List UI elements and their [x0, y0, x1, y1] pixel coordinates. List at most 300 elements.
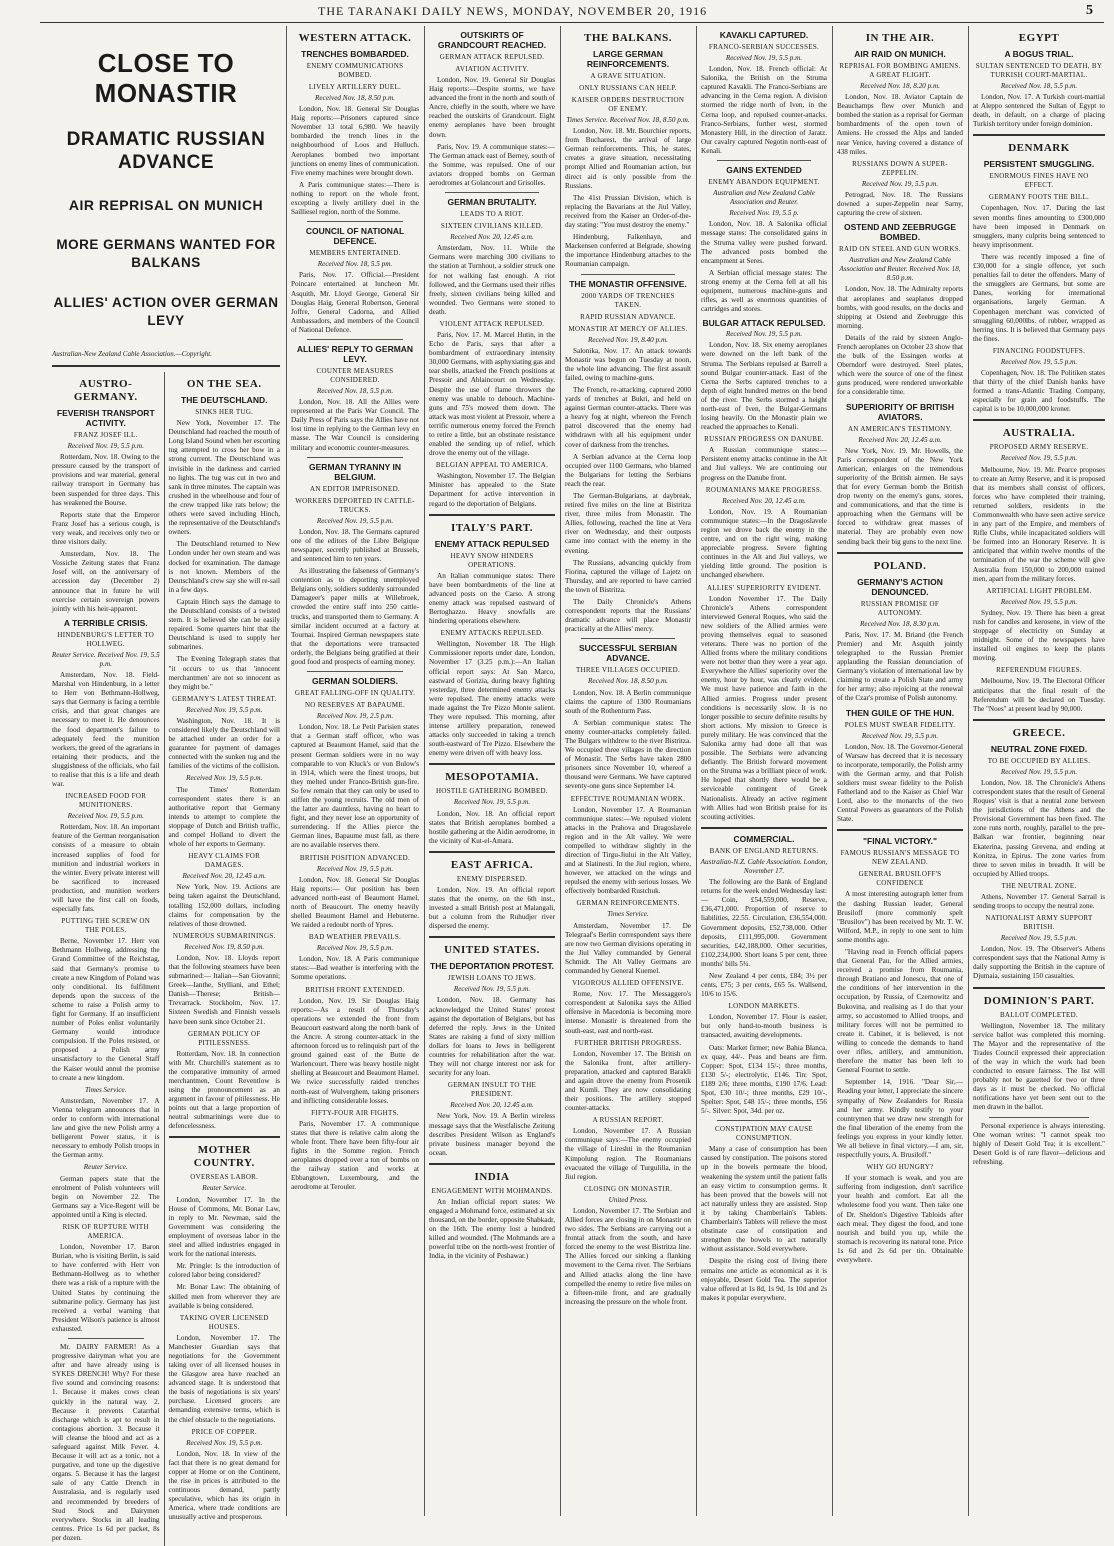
heading-rapid-advance: RAPID RUSSIAN ADVANCE. — [580, 312, 676, 321]
heading-neutral-zone: NEUTRAL ZONE FIXED. — [990, 743, 1088, 754]
heading-balkans: THE BALKANS. — [584, 32, 672, 44]
heading-ballot: BALLOT COMPLETED. — [999, 1010, 1079, 1019]
heading-kavakli: KAVAKLI CAPTURED. — [719, 30, 809, 40]
top-rule — [40, 22, 1104, 23]
heading-commercial: COMMERCIAL. — [733, 833, 795, 844]
paragraph: London, Nov. 19. General Sir Douglas Haig reports:—Despite storms, we have advanced the front in the north and south of Ancre, chiefly in the south, where we have reached the outskirts of Grandcourt. Eight enemy aeroplanes have been brought down. — [429, 76, 555, 139]
dateline: Reuter Service. — [202, 1184, 247, 1193]
heading-attacks-repulsed: ENEMY ATTACKS REPULSED. — [440, 629, 544, 638]
dateline: Received Nov. 19, 5.5 p.m. — [1000, 454, 1078, 463]
paragraph: Copenhagen, Nov. 17. During the last seven months fines amounting to £300,000 have been imposed in Denmark on smugglers, many culprits being sentenced to heavy imprisonment. — [973, 204, 1105, 249]
column-grandcourt — [424, 26, 559, 1516]
divider — [717, 1120, 811, 1121]
dateline: Times Service. — [84, 1085, 127, 1094]
heading-deutschland: THE DEUTSCHLAND. — [181, 395, 268, 406]
paragraph: A Serbian official message states: The strong enemy at the Cerna fell at all his equipment, numerous machine-guns and rifles, as well as enormous quantities of cartridges and stores. — [701, 268, 827, 314]
heading-three-villages: THREE VILLAGES OCCUPIED. — [575, 666, 681, 675]
heading-british-progress: FURTHER BRITISH PROGRESS. — [574, 1038, 682, 1047]
heading-italy: ITALY'S PART. — [450, 521, 534, 534]
divider — [429, 514, 555, 516]
dateline: Received Nov. 19, 5.5 p.m. — [861, 179, 939, 188]
heading-riot: LEADS TO A RIOT. — [460, 210, 524, 219]
heading-german-attack: GERMAN ATTACK REPULSED. — [439, 53, 545, 61]
paragraph: London, Nov. 18. Lloyds report that the following steamers have been submarined:— Italian—San Giovanni; Greek—Ianthe, Stylliani, and Ethel; Danish—Therese; British—Trevarrack. Stockholm, Nov. 17. Sixteen Swedish and Finnish vessels have been sunk since October 21. — [168, 953, 280, 1026]
dateline: Received Nov. 20, 12.45 a.m. — [858, 435, 942, 444]
paragraph: Amsterdam, Nov. 18. The Vossiche Zeitung states that Franz Josef will, on the anniversary of accession day (December 2) announce that in future he will exercise certain sovereign powers jointly with his heir-apparent. — [52, 550, 160, 613]
paragraph: Reports state that the Emperor Franz Josef has a serious cough, is very weak, and receives only two or three visitors daily. — [52, 510, 160, 547]
heading-terrible-crisis: A TERRIBLE CRISIS. — [63, 617, 148, 628]
heading-famous-russian: FAMOUS RUSSIAN'S MESSAGE TO NEW ZEALAND. — [840, 849, 960, 867]
heading-smuggling: PERSISTENT SMUGGLING. — [983, 159, 1095, 170]
divider — [307, 221, 403, 222]
paragraph: London, Nov. 18. A Paris communique states:—Bad weather is interfering with the Somme operations. — [291, 955, 419, 982]
heading-front-extended: BRITISH FRONT EXTENDED. — [305, 985, 405, 994]
paragraph: London, Nov. 18. General Sir Douglas Haig reports:— Our position has been advanced north-east of Beaumont Hamel, north of Beaucourt. The enemy heavily shelled Beaumont Hamel and Hebuterne. We raided a redoubt north of Ypres. — [291, 875, 419, 930]
heading-guile: THEN GUILE OF THE HUN. — [845, 707, 955, 718]
paragraph: Copenhagen, Nov. 18. The Politiken states that thirty of the chief Danish banks have formed a trans-Atlantic Trading Company, especially for grain and foodstuffs. The capital is to be 10,000,000 kroner. — [973, 368, 1105, 414]
masthead-title: THE TARANAKI DAILY NEWS, MONDAY, NOVEMBER 20, 1916 — [318, 4, 708, 18]
heading-fidelity: POLES MUST SWEAR FIDELITY. — [844, 720, 956, 729]
dateline: Received Nov. 20, 12.45 a.m. — [182, 872, 266, 881]
heading-franco-serbian: FRANCO-SERBIAN SUCCESSES. — [708, 43, 820, 51]
dateline: Received Nov. 19, 2.5 p.m. — [316, 712, 394, 721]
heading-in-the-air: IN THE AIR. — [865, 32, 935, 44]
heading-dominions-part: DOMINION'S PART. — [983, 994, 1095, 1007]
dateline: Received Nov. 18, 5.5 p.m. — [316, 386, 394, 395]
divider — [429, 851, 555, 853]
heading-jewish-loans: JEWISH LOANS TO JEWS. — [447, 974, 537, 983]
heading-air-fights: FIFTY-FOUR AIR FIGHTS. — [311, 1108, 399, 1117]
paragraph: Paris, Nov. 17. Official.—President Poincare entertained at luncheon Mr. Asquith, Mr. Lloyd George, General Sir Douglas Haig, General Robertson, General Joffre, General Cadorna, and Allied Ambassadors, and members of the Council of National Defence. — [291, 271, 419, 334]
heading-austro-germany: AUSTRO-GERMANY. — [73, 378, 138, 404]
heading-council-defence: COUNCIL OF NATIONAL DEFENCE. — [305, 226, 405, 247]
heading-price-copper: PRICE OF COPPER. — [191, 1427, 257, 1436]
paragraph: London, November 17. Baron Burian, who is visiting Berlin, is said to have conferred with Herr von Bethmann-Hollweg as to whether there was a risk of a rupture with the United States by continuing the submarine policy. Germany has just received a verbal warning that President Wilson's patience is almost exhausted. — [52, 1243, 160, 1333]
divider — [973, 719, 1105, 721]
paragraph: Berne, November 17. Herr von Bethmann Hollweg, addressing the Grand Committee of the Reichstag, said that Germany's promise to create a new Kingdom of Poland was only conditional. Its fulfilment depends upon the success of the scheme to raise a Polish army to fight for Germany. If an insufficient number of Poles enlist voluntarily Germany would introduce compulsion. If the Poles resisted, or proposed a Polish army unsatisfactory to the General Staff the Kaiser would annul the promise to create a new kingdom. — [52, 937, 160, 1082]
dateline: Received Nov. 19, 5.5 p.m. — [1000, 597, 1078, 606]
lead-subhead-russian: DRAMATIC RUSSIAN ADVANCE — [66, 129, 266, 173]
heading-india: INDIA — [474, 1170, 510, 1183]
dateline: Times Service. Received Nov. 18, 8.50 p.m. — [566, 116, 690, 124]
dateline: Received Nov. 19, 5.5 p.m. — [186, 1438, 263, 1447]
paragraph: London, Nov. 18. Six enemy aeroplanes were downed on the left bank of the Struma. The Serbians repulsed at Barrell a sound Bulgar counter-attack. East of the Cerna the Serbs captured trenches to a depth of eight hundred metres on the bend of the river. The Serbs stormed a height north-east of Iven, the Bulgar-Germans losing heavily. On the Monastir plain we reached the approaches to Kenali. — [701, 341, 827, 432]
heading-2000-yards: 2000 YARDS OF TRENCHES TAKEN. — [581, 291, 675, 309]
heading-franz-josef: FRANZ JOSEF ILL. — [73, 431, 138, 440]
heading-closing-monastir: CLOSING ON MONASTIR. — [583, 1184, 673, 1193]
heading-submarinings: NUMEROUS SUBMARININGS. — [172, 931, 276, 940]
paragraph: Rotterdam, Nov. 18. An important feature of the German reorganisation consists of a measure to obtain increased supplies of food for munition and industrial workers in the winter. Every private interest will be sacrificed to increased production, and munition workers will have the first call on foods, especially fats. — [52, 823, 160, 914]
dateline: Times Service. — [607, 910, 649, 919]
paragraph: Mr. Bonar Law: The obtaining of skilled men from wherever they are available is being considered. — [168, 1283, 280, 1310]
heading-artificial-light: ARTIFICIAL LIGHT PROBLEM. — [986, 586, 1092, 595]
heading-autonomy: RUSSIAN PROMISE OF AUTONOMY. — [860, 599, 940, 617]
paragraph: Amsterdam, November 17. A Vienna telegram announces that in order to conform with international law and give the new Polish army a belligerent Power status, it is necessary to embody Polish troops in the German army. — [52, 1096, 160, 1160]
divider — [307, 457, 403, 458]
paragraph: Athens, November 17. General Sarrail is sending troops to occupy the neutral zone. — [973, 892, 1105, 910]
paragraph: Mr. Pringle: Is the introduction of colored labor being considered? — [168, 1262, 280, 1280]
heading-bulgar-attack: BULGAR ATTACK REPULSED. — [702, 318, 826, 329]
heading-western-attack: WESTERN ATTACK. — [298, 32, 412, 44]
paragraph: London, November 17. In the House of Commons, Mr. Bonar Law, in reply to Mr. Newman, said the Government was considering the employment of overseas labor in the steel and allied industries engaged in work for the national interests. — [168, 1195, 280, 1259]
heading-constipation: CONSTIPATION MAY CAUSE CONSUMPTION. — [714, 1125, 813, 1143]
heading-overseas-labor: OVERSEAS LABOR. — [190, 1173, 259, 1182]
masthead — [0, 0, 1114, 20]
divider — [973, 419, 1105, 421]
heading-bogus-trial: A BOGUS TRIAL. — [1004, 49, 1074, 59]
heading-denounced: GERMANY'S ACTION DENOUNCED. — [857, 576, 943, 597]
paragraph: New York, Nov. 19. A Berlin wireless message says that the Westfalische Zeitung describes President Wilson as England's private business manager beyond the ocean. — [429, 1112, 555, 1157]
heading-quality: GREAT FALLING-OFF IN QUALITY. — [294, 689, 416, 698]
paragraph: New York, Nov. 19. Mr. Howells, the Paris correspondent of the New York American, enlarges on the tremendous superiority of the British airmen. He says that for every German bomb the British drop twenty on the enemy's guns, stores, and communications, and that the time is approaching when the Germans will be forced to withdraw great masses of material. They are probably even now sending back their big guns to the next line. — [837, 446, 963, 546]
heading-australia: AUSTRALIA. — [1002, 427, 1076, 440]
heading-monastir-offensive: THE MONASTIR OFFENSIVE. — [569, 278, 687, 289]
heading-only-russians: ONLY RUSSIANS CAN HELP. — [579, 84, 677, 92]
paragraph: London, November 17. The British on the Salonika front, after artillery-preparation, attacked and captured Barakli and again drove the enemy from Prosenik and Kumli. They are now consolidating their positions. The artillery stopped counter-attacks. — [565, 1049, 691, 1113]
heading-brusiloff: GENERAL BRUSILOFF'S CONFIDENCE — [858, 870, 942, 888]
paragraph: Paris, Nov. 17. M. Briand (the French Premier) and Mr. Asquith jointly telegraphed to the Russian Premier applauding the Russian denunciation of Germany's violation of international law by claiming to create a Polish State and army for her army; also rejoicing at the renewal of the Czar's promise of Polish autonomy. — [837, 630, 963, 703]
heading-dispersed: ENEMY DISPERSED. — [456, 874, 528, 883]
heading-denmark: DENMARK — [1008, 142, 1070, 155]
divider — [989, 1117, 1089, 1118]
paragraph: Melbourne, Nov. 19. The Electoral Officer anticipates that the final result of the Referendum will be declared on Tuesday. The "Noes" at present lead by 90,000. — [973, 677, 1105, 713]
paragraph: An Italian communique states: There have been bombardments of the line at advanced posts on the Carso. A strong enemy attack was repulsed eastward of Bertoghazzo. Heavy snowfalls are hindering operations elsewhere. — [429, 571, 555, 626]
heading-steel-works: RAID ON STEEL AND GUN WORKS. — [839, 245, 961, 254]
heading-reprisal: REPRISAL FOR BOMBING AMIENS. A GREAT FLIGHT. — [839, 62, 961, 79]
dateline: Received Nov. 19, 8.40 p.m. — [588, 335, 668, 344]
heading-roumanians-progress: ROUMANIANS MAKE PROGRESS. — [705, 485, 823, 494]
paragraph: Wellington, November 18. The military service ballot was completed this morning. The Mayor and the representative of the Trades Council expressed their appreciation of the way in which the work had been conducted to ensure fairness. The list will probably not be gazetted for two or three days as it must be checked. No official notifications have yet been sent out to the men drawn in the ballot. — [973, 1021, 1105, 1112]
paragraph: London, Nov. 19. Sir Douglas Haig reports:—As a result of Thursday's operations we extended the front from Beaucourt eastward along the north bank of the Ancre. A strong counter-attack in the afternoon forced us to relinquish part of the ground gained east of the Butte de Warlencourt. There was heavy hostile night shelling at Beaucourt and Beaumont Hamel. We twice successfully raided trenches north-east of Wulverghem, taking prisoners and inflicting considerable losses. — [291, 996, 419, 1105]
heading-hungry: WHY GO HUNGRY? — [866, 1163, 934, 1172]
heading-grave: A GRAVE SITUATION. — [590, 72, 666, 80]
dateline: Received Nov. 18, 8.20 p.m. — [860, 82, 940, 90]
dateline: Received Nov. 19, 8.50 p.m. — [184, 942, 265, 951]
heading-belgian-appeal: BELGIAN APPEAL TO AMERICA. — [435, 461, 549, 470]
heading-civilians-killed: SIXTEEN CIVILIANS KILLED. — [440, 222, 544, 231]
heading-greece: GREECE. — [1012, 726, 1066, 739]
divider — [68, 1338, 144, 1339]
dateline: Received Nov. 18, 5.5 pm. — [317, 260, 393, 269]
heading-on-the-sea: ON THE SEA. — [186, 378, 262, 391]
heading-insult: GERMAN INSULT TO THE PRESIDENT. — [447, 1081, 537, 1099]
paragraph: London, Nov. 18. Germany has acknowledged the United States' protest against the deportation of Belgians, but has deferred the reply. Jews in the United States are raising a fund of sixty million dollars for loans to Jews in belligerent countries for rehabilitation after the war. They will not charge interest nor ask for security for any loan. — [429, 996, 555, 1078]
paragraph: London, Nov. 18. The Germans captured one of the editors of the Libre Belgique newspaper, secretly published at Brussels, and sentenced him to ten years. — [291, 527, 419, 563]
dateline: Australian-N.Z. Cable Association. London, November 17. — [700, 857, 828, 875]
paragraph: A Paris communique states:—There is nothing to report on the whole front, excepting a lively artillery duel in the Sailliesel region, north of the Somme. — [291, 180, 419, 217]
heading-hostile-gathering: HOSTILE GATHERING BOMBED. — [436, 787, 548, 796]
paragraph: The Russians, advancing quickly from Fiorina, captured the village of Lajetz on Thursday, and are reported to have carried the town of Bistritza. — [565, 558, 691, 594]
divider — [307, 339, 403, 340]
heading-testimony: AN AMERICAN'S TESTIMONY. — [847, 424, 953, 433]
paragraph: Melbourne, Nov. 19. Mr. Pearce proposes to create an Army Reserve, and it is proposed that its members shall consist of officers, forces who have completed their training, returned soldiers, residents in the Commonwealth who have seen active service in any part of the Empire, and members of Rifle Clubs, while incapacitated soldiers will be formed into an Honorary Reserve. It is anticipated that within twelve months of the termination of the war the scheme will give Australia from 150,000 to 200,000 trained men, apart from the military forces. — [973, 465, 1105, 583]
dateline: Received Nov. 19, 5.5 p.m. — [186, 774, 263, 783]
paragraph: There was recently imposed a fine of £30,000 for a single offence, yet such penalties fail to deter the offenders. Many of the smugglers are Germans, but some are Danes, working for international organisations, largely German. A Copenhagen merchant was convicted of smuggling 60,000lbs. of rubber, wrapped as herring tins. It is believed that Germany pays the fines. — [973, 252, 1105, 343]
column-in-the-air — [832, 26, 967, 1516]
advertisement-desert-gold: Personal experience is always interesting. One woman writes: "I cannot speak too highly of Desert Gold Tea; it is excellent." Desert Gold is of rare flavor—delicious and refreshing. — [973, 1121, 1105, 1166]
on-the-sea-section — [164, 372, 284, 1546]
heading-kaiser-orders: KAISER ORDERS DESTRUCTION OF ENEMY. — [571, 96, 685, 113]
dateline: Received Nov. 18, 8.50 p.m. — [315, 94, 395, 102]
dateline: Reuter Service. — [83, 1163, 128, 1172]
paragraph: London, Nov. 18. The Chronicle's Athens correspondent states that the result of General Roques' visit is that a neutral zone between the jurisdictions of the Athens and the Provisional Government has been fixed. The zone runs north, roughly, parallel to the pre-Balkan war frontier, beginning near Ekaterina, passing Grevena, and ending at Konitza, in Epirus. The zone varies from three to seven miles in breadth. It will be occupied by Allied troops. — [973, 778, 1105, 878]
dateline: Reuter Service. Received Nov. 19, 5.5 p.m. — [51, 650, 160, 668]
paragraph: Rotterdam, Nov. 18. Owing to the pressure caused by the transport of provisions and war material, general railway transport in Germany has been suspended for three days. This has weakened the Bourse. — [52, 453, 160, 507]
paragraph: Rome, Nov. 17. The Messaggero's correspondent at Salonika says the Allied offensive in Macedonia is becoming more intense. Monastir is threatened from the south-east, east and north-east. — [565, 990, 691, 1035]
heading-mesopotamia: MESOPOTAMIA. — [445, 771, 539, 784]
divider — [581, 274, 675, 275]
heading-german-soldiers: GERMAN SOLDIERS. — [312, 676, 398, 687]
advertisement-tablets: Many a case of consumption has been caused by constipation. The poisons stored up in the bowels permeate the blood, weakening the system until the patient falls an easy victim to consumption germs. It has been proved that the bowels will not act naturally unless they are assisted. Stop it by taking Chamberlain's Tablets. Chamberlain's Tablets will relieve the most obstinate case of constipation and strengthen the bowels to act naturally without assistance. Sold everywhere. — [701, 1145, 827, 1254]
heading-enemy-repulsed: ENEMY ATTACK REPULSED — [434, 538, 550, 549]
divider — [429, 763, 555, 765]
dateline: Received Nov. 19, 5.5 p.m. — [316, 516, 394, 525]
heading-occupied-allies: TO BE OCCUPIED BY ALLIES. — [987, 756, 1091, 765]
lead-subhead-balkans: MORE GERMANS WANTED FOR BALKANS — [56, 237, 276, 270]
paragraph: An Indian official report states: We engaged a Mohmand force, estimated at six thousand, on the border, opposite Shabkadr, on the 16th. The enemy lost a hundred killed and wounded. (The Mohmands are a powerful tribe on the north-west frontier of India, in the vicinity of Peshawar.) — [429, 1197, 555, 1261]
heading-final-victory: "FINAL VICTORY." — [862, 836, 938, 847]
paragraph: German papers state that the enrolment of Polish volunteers will begin on November 22. The Germans say a Vice-Regent will be appointed until a King is elected. — [52, 1174, 160, 1219]
dateline: Received Nov. 20, 12.45 a.m. — [450, 1101, 534, 1110]
divider — [307, 671, 403, 672]
paragraph: A Serbian advance at the Cerna loop occupied over 1100 Germans, who blamed the Bulgarians for letting the Serbians reach the rear. — [565, 452, 691, 488]
lead-credit: Australian-New Zealand Cable Association.—Copyright. — [52, 350, 212, 358]
heading-sinks-tug: SINKS HER TUG. — [195, 408, 254, 417]
divider — [429, 936, 555, 938]
dateline: Received Nov. 19, 5.5 p.m. — [1000, 357, 1078, 366]
heading-mother-country: MOTHER COUNTRY. — [193, 1144, 255, 1170]
heading-rupture-america: RISK OF RUPTURE WITH AMERICA. — [62, 1223, 149, 1241]
heading-poland: POLAND. — [873, 559, 927, 572]
paragraph: The Times' Rotterdam correspondent states there is an authoritative report that Germany intends to attempt to complete the stoppage of Dutch and British traffic, and compel Holland to divert the whole of her exports to Germany. — [168, 785, 280, 849]
dateline: Received Nov. 18, 8.50 p.m. — [588, 677, 668, 686]
dateline: Received Nov. 19, 5.5 p.m. — [861, 731, 939, 740]
dateline: Received Nov. 19, 5.5 p.m. — [1000, 934, 1078, 943]
advertisement-tea: Despite the rising cost of living there remains one article as economical as it is enjoyable, Desert Gold Tea. The superior value offered at 1s 8d, 1s 9d, 1s 10d and 2s makes it popular everywhere. — [701, 1257, 827, 1302]
divider — [169, 1136, 280, 1138]
paragraph: London, Nov. 18. In view of the fact that there is no great demand for copper at Home or on the Continent, the rise in prices is attributed to the continuous demand, partly speculative, which has its origin in America, where trade conditions are unusually active and prosperous. — [168, 1449, 280, 1522]
divider — [973, 987, 1105, 989]
paragraph: September 14, 1916. "Dear Sir,—Reading your letter, I appreciate the sincere sympathy of New Zealanders for Russia and her army. Kindly testify to your countrymen that we draw new strength for the final liberation of the enemy from the feelings you express in your kindly letter. We all believe in final victory.—I am, sir, respectfully yours, A. Brusiloff." — [837, 1078, 963, 1160]
austro-germany-section — [48, 372, 164, 1546]
heading-fines: ENORMOUS FINES HAVE NO EFFECT. — [989, 172, 1089, 190]
paragraph: A Serbian communique states: The enemy counter-attacks completely failed. The Bulgars withdrew to the river Bistritza. We occupied three villages in the direction of Monastir. The Serbs have taken 2800 prisoners since November 10, whereof a thousand were Germans. We have captured seventy-one guns since September 14. — [565, 718, 691, 791]
advertisement-drench: Mr. DAIRY FARMER! As a progressive dairyman what you are after and have already using is SYKES DRENCH! Why? For these five sound and convincing reasons: 1. Because it makes cows clean quickly in the natural way. 2. Because it prevents Catarrhal discharge which is apt to result in contagious abortion. 3. Because it will cleanse the blood and act as a safeguard against Milk Fever. 4. Because it will act as a tonic, not a purgative, and tone up the digestive organs. 5. Because it has the largest sale of any Cattle Drench in Australasia, and is regularly used and recommended by breeders of Stud Stock and Dairymen everywhere. Stocks in all leading centres. Price 1s 6d per packet, 8s per dozen. — [52, 1342, 160, 1542]
heading-heavy-claims: HEAVY CLAIMS FOR DAMAGES. — [188, 852, 261, 870]
heading-allies-reply: ALLIES' REPLY TO GERMAN LEVY. — [296, 343, 414, 364]
dateline: Received Nov. 19, 5.5 p.m. — [316, 944, 394, 953]
heading-gains-extended: GAINS EXTENDED — [726, 165, 802, 176]
dateline: Received Nov. 19, 5.5 p.m. — [1000, 767, 1078, 776]
paragraph: London, Nov. 18. A Berlin communique claims the capture of 1300 Roumanians south of the Rothenturm Pass. — [565, 688, 691, 715]
paragraph: London, November 17. The Serbian and Allied forces are closing in on Monastir on two sides. The Serbians are carrying out a frontal attack from the south, and have forced the enemy to the west Bistritza line. The Allies forced our sinking a flanking movement to the Cerna river. The Serbians and Allied attacks along the line have compelled the enemy to retire five miles on a fifteen-mile front, and are gradually increasing the pressure on the whole front. — [565, 1206, 691, 1306]
heading-foots-bill: GERMANY FOOTS THE BILL. — [988, 193, 1090, 202]
heading-danube: RUSSIAN PROGRESS ON DANUBE. — [704, 435, 824, 444]
paragraph: Hindenburg, Falkenhayn, and Mackensen conferred at Belgrade, showing the importance Hindenburg attaches to the Roumanian campaign. — [565, 233, 691, 269]
divider — [717, 160, 811, 161]
paragraph: London, November 17. Flour is easier, but only hand-to-mouth business is transacted, awaiting developments. — [701, 1013, 827, 1040]
paragraph: Paris, Nov. 17. M. Marcel Hutin, in the Echo de Paris, says that after a bombardment of extraordinary intensity 30,000 Germans, with asphyxiating gas and tear shells, attacked the French positions at Pressoir and Ablaincourt on Wednesday. Despite the use of flame throwers the enemy was unable to debouch. Machine-guns and 75's mowed them down. The attack was most violent at Pressoir, where a terrific numerous enemy forced the French to retire a little, but an obstinate resistance enabled the sending up of relief, which drove the enemy out of the village. — [429, 330, 555, 458]
dateline: Received Nov. 19, 5.5 p.m. — [67, 812, 144, 821]
heading-grandcourt: OUTSKIRTS OF GRANDCOURT REACHED. — [437, 30, 547, 50]
paragraph: Captain Hinch says the damage to the Deutschland consists of a twisted stem. It is believed she can be easily repaired. Some quarters hint that the Deutschland is used to supply her submarines. — [168, 597, 280, 652]
heading-nationalist-army: NATIONALIST ARMY SUPPORT BRITISH. — [985, 914, 1093, 932]
paragraph: Rotterdam, Nov. 18. In connection with Mr. Churchill's statement as to the comparative immunity of armed merchantmen, Count Reventlow is using the pronouncement as an argument in favour of pitilessness. He points out that a large proportion of neutral submarinings were due to defencelessness. — [168, 1049, 280, 1131]
dateline: Received Nov. 19, 5.5 p.m. — [725, 330, 803, 339]
dateline: United Press. — [608, 1195, 648, 1204]
paragraph: London, Nov. 17. A Turkish court-martial at Aleppo sentenced the Sultan of Egypt to death, in default, on a charge of placing Turkish territory under foreign dominion. — [973, 93, 1105, 129]
divider — [701, 827, 827, 829]
dateline: Received Nov. 19, 5.5 p.m. — [453, 985, 531, 994]
heading-roumanian-work: EFFECTIVE ROUMANIAN WORK. — [570, 794, 686, 803]
dateline: Received Nov. 19, 5.5 p. — [729, 209, 799, 218]
heading-increased-food: INCREASED FOOD FOR MUNITIONERS. — [65, 792, 147, 810]
heading-superiority: ALLIES' SUPERIORITY EVIDENT. — [706, 583, 822, 592]
paragraph: New York, November 17. The Deutschland had reached the mouth of Long Island Sound when her escorting tug attempted to cross her bow in a strong current. The Deutschland was invisible in the darkness and carried no lights. The tug was cut in two and sank in three minutes. The captain was crushed in the wheelhouse and four of the crew trapped like rats below; the others were saved including Hinch, the representative of the Deutschland's owners. — [168, 419, 280, 537]
divider — [837, 552, 963, 554]
heading-violent-attack: VIOLENT ATTACK REPULSED. — [439, 319, 545, 328]
column-western-attack — [286, 26, 423, 1516]
paragraph: "Having read in French official papers that General Pau, for the Allied armies, received a promise from Roumania, through Bratiano and Jonescu, that one of the conditions of her intervention in the occupation, by Russia, of Czernowitz and Bukovina, and realising as I do that your army, so accustomed to Allied troops, and military forces will not be permitted to create it. Cabinet, it is believed, is not willing to concede the demands to hand over rifles, artillery, and ammunition, therefore the matter has been left to General Fournet to settle. — [837, 948, 963, 1075]
heading-east-africa: EAST AFRICA. — [450, 858, 534, 871]
lead-subhead-munich: AIR REPRISAL ON MUNICH — [68, 197, 264, 213]
heading-the-neutral-zone: THE NEUTRAL ZONE. — [1001, 881, 1077, 890]
heading-sultan: SULTAN SENTENCED TO DEATH, BY TURKISH COURT-MARTIAL. — [975, 62, 1103, 79]
heading-super-zeppelin: RUSSIANS DOWN A SUPER-ZEPPELIN. — [852, 159, 948, 177]
paragraph: The German-Bulgarians, at daybreak, retired five miles on the line at Bistritza river, three miles from Monastir. The Allies, following, reached the line at Vera river on Wednesday, and their outposts came into contact with the enemy in the evening. — [565, 492, 691, 555]
divider — [837, 829, 963, 831]
paragraph: The Deutschland returned to New London under her own steam and was docked for examination. The damage is not known. Members of the Deutschland's crew say she will re-sail in a few days. — [168, 540, 280, 594]
lead-divider — [52, 365, 280, 367]
paragraph: Oats: Market firmer; new Bahia Blanca, ex quay, 44/-. Peas and beans are firm. Copper: Spot, £134 15/-; three months, £130 5/-; electrolytic, £146. Tin: Spot, £189 2/6; three months, £190 17/6. Lead: Spot, £30 10/-; three months, £29 10/-. Spelter: Spot, £48 15/-; three months, £56 5/-. Silver: Spot, 34d. per oz. — [701, 1043, 827, 1116]
page-number: 5 — [1086, 3, 1094, 18]
paragraph: Wellington, November 18. The High Commissioner reports under date, London, November 17 (3.25 p.m.):—An Italian official report says: At San Marco, eastward of Gorizia, during heavy fighting yesterday, three determined enemy attacks were repulsed. The enemy attacks were made against the Tre Pizzo Monte salient. They were repulsed. This morning, after intense artillery preparation, renewed attacks only succeeded in taking a trench south-eastward of Tre Pizzo. Elsewhere the enemy were driven off with heavy loss. — [429, 640, 555, 758]
dateline: Received Nov. 19, 5.5 p.m. — [67, 442, 144, 451]
heading-egypt: EGYPT — [1018, 32, 1060, 44]
paragraph: Details of the raid by sixteen Anglo-French aeroplanes on October 23 show that the bulk of the Essingen works at Oberndorf were destroyed. Steel plates, which were the source of one of the finest guns produced, were rendered unworkable for a considerable time. — [837, 333, 963, 397]
heading-trenches-bombarded: TRENCHES BOMBARDED. — [301, 49, 409, 59]
paragraph: London, Nov. 19. The Observer's Athens correspondent says that the National Army is daily supporting the British in the capture of Djumaia, sustaining 150 casualties. — [973, 945, 1105, 981]
paragraph: Amsterdam, Nov. 11. While the Germans were marching 300 civilians to the station at Turnhout, a soldier struck one for not walking fast enough. A riot followed, and the Germans used their rifles freely, sixteen civilians being killed and wounded. Two Germans were stoned to death. — [429, 244, 555, 316]
paragraph: The following are the Bank of England returns for the week ended Wednesday last:— Coin, £54,559,000, Reserve, £36,471,000. Proportion of reserve to liabilities, 22.55. Circulation, £36,554,000. Government deposits, £52,738,000. Other deposits, £111,995,000. Government securities, £42,188,000. Other securities, £102,234,000. Short loans 5 per cent, three months' bills 5¾. — [701, 878, 827, 968]
heading-abandon-equipment: ENEMY ABANDON EQUIPMENT. — [708, 178, 820, 187]
paragraph: London, November 17. A Russian communique says:—The enemy occupied the village of Lireshti in the Roumanian Kimpolung region. The Roumanians evacuated the village of Turgulilla, in the Jiul region. — [565, 1127, 691, 1181]
paragraph: Petrograd, Nov. 18. The Russians downed a super-Zeppelin near Sarny, capturing the crew of sixteen. — [837, 190, 963, 218]
advertisement-tabloids: If your stomach is weak, and you are suffering from indigestion, don't sacrifice your health and comfort. Eat all the wholesome food you want. Then take one of Dr. Sheldon's Digestive Tabloids after each meal. They digest the food, and tone nourish and build you up, while the stomach is recovering its natural tone. Price 1s 6d and 2s 6d per tin. Obtainable everywhere. — [837, 1174, 963, 1264]
paragraph: London, Nov. 18. The Admiralty reports that aeroplanes and seaplanes dropped bombs, with good results, on the docks and shipping at Ostend and Zeebrugge this morning. — [837, 285, 963, 330]
heading-licensed-houses: TAKING OVER LICENSED HOUSES. — [179, 1313, 269, 1331]
heading-counter-measures: COUNTER MEASURES CONSIDERED. — [316, 366, 394, 384]
heading-referendum: REFERENDUM FIGURES. — [996, 666, 1082, 675]
heading-heavy-snow: HEAVY SNOW HINDERS OPERATIONS. — [450, 551, 534, 569]
paragraph: London, Nov. 18. French official: At Salonika, the British on the Struma captured Kavakli. The Franco-Serbians are advancing in the Cerna region. A division stormed the ridge north of Iven, in the Cerna loop, and repulsed counter-attacks. Franco-Serbians, further west, stormed Monastery Hill, in the direction of Jaratz. Our cavalry captured Negotin north-east of Kenali. — [701, 65, 827, 155]
paragraph: London, Nov. 18. An official report states that British aeroplanes bombed a hostile gathering at the Aidin aerodrome, in the vicinity of Kut-el-Amara. — [429, 809, 555, 845]
heading-aviation: AVIATION ACTIVITY. — [455, 65, 529, 73]
heading-cattle-trucks: WORKERS DEPORTED IN CATTLE-TRUCKS. — [295, 496, 415, 514]
heading-aviators: SUPERIORITY OF BRITISH AVIATORS. — [846, 401, 954, 422]
column-egypt — [968, 26, 1109, 1516]
paragraph: London, November 17. The Manchester Guardian says that negotiations for the Government taking over of all licensed houses in the Glasgow area have reached an advanced stage. It is understood that the basis of negotiations is six years' purchase. Licensed grocers are demanding extensive terms, which is the chief obstacle to the negotiations. — [168, 1333, 280, 1424]
paragraph: Paris, November 17. A communique states that there is relative calm along the whole front. There have been fifty-four air fights in the Somme region. French aeroplanes dropped over a ton of bombs on the railway station and works at Ebbangtown, Luxembourg, and the aerodrome at Terouler. — [291, 1119, 419, 1192]
heading-editor: AN EDITOR IMPRISONED. — [310, 484, 400, 493]
heading-hindenburg: HINDENBURG'S LETTER TO HOLLWEG. — [57, 630, 155, 648]
paragraph: A Russian communique states:—Persistent enemy attacks continue in the Alt and Jiul valleys. We are continuing our progress on the Danube front. — [701, 446, 827, 482]
dateline: Received Nov. 19, 5.5 p.m. — [453, 798, 531, 807]
divider — [445, 192, 539, 193]
lead-subhead-levy: ALLIES' ACTION OVER GERMAN LEVY — [53, 295, 279, 328]
heading-artillery-duel: LIVELY ARTILLERY DUEL. — [308, 83, 402, 91]
paragraph: London, Nov. 18. A Salonika official message states: The consolidated gains in the Struma valley were pushed forward. The advanced posts bombed the encampment at Seres. — [701, 220, 827, 265]
paragraph: London, Nov. 18. The Governor-General of Warsaw has decreed that it is necessary to incorporate, temporarily, the Polish army with the German army, and that Polish soldiers must swear fidelity to the Polish Fatherland and to the Kaiser as Chief War Lord, also to the monarchs of the two Central Powers as guarantors of the Polish State. — [837, 742, 963, 824]
paragraph: Amsterdam, November 17. De Telegraaf's Berlin correspondent says there are now two German divisions operating in the Jiul Valley commanded by General Schmidt. The Alt Valley Germans are commanded by General Kuemel. — [565, 921, 691, 976]
heading-united-states: UNITED STATES. — [444, 944, 540, 957]
dateline: Received Nov. 19, 5.5 p.m. — [316, 864, 394, 873]
paragraph: London, Nov. 18. General Sir Douglas Haig reports:—Prisoners captured since November 13 total 6,980. We heavily bombarded the trench lines in the neighbourhood of Loos and Hulluch. Aeroplanes bombed two important junctions on enemy lines of communication. Five enemy machines were brought down. — [291, 105, 419, 177]
paragraph: Paris, Nov. 19. A communique states:—The German attack east of Berney, south of the Somme, was repulsed. One of our aviators dropped bombs on German aerodromes at Golancourt and Grisolles. — [429, 142, 555, 188]
paragraph: Washington, Nov. 18. It is considered likely the Deutschland will be attached under an order for a guarantee for payment of damages connected with the sunken tug and the families of the victims of the collision. — [168, 716, 280, 771]
heading-german-reinforcements: GERMAN REINFORCEMENTS. — [576, 899, 680, 908]
column-kavakli — [696, 26, 831, 1516]
dateline: Australian and New Zealand Cable Association and Reuter. Received Nov. 18, 8.50 p.m. — [839, 256, 961, 283]
paragraph: The Evening Telegraph states that "it occurs to us that 'innocent merchantmen' are not so innocent as they might be." — [168, 655, 280, 691]
heading-london-markets: LONDON MARKETS. — [728, 1002, 800, 1011]
heading-feverish: FEVERISH TRANSPORT ACTIVITY. — [56, 408, 155, 429]
lead-headline: CLOSE TO MONASTIR — [94, 48, 238, 108]
dateline: Received Nov. 18, 5.5 p.m. — [1000, 82, 1078, 90]
paragraph: Sydney, Nov. 19. There has been a great rush for candles and kerosene, in view of the stoppage of electricity on Sunday at midnight. Some of the newspapers have installed oil engines to keep the plants moving. — [973, 608, 1105, 663]
heading-reinforcements: LARGE GERMAN REINFORCEMENTS. — [586, 49, 670, 69]
paragraph: The French, re-attacking, captured 2000 yards of trenches at Bukri, and held on against German counter-attacks. There was a heavy fog at night, whereon the French patrol discovered that the enemy had withdrawn with all his equipment under cover of darkness from the trenches. — [565, 385, 691, 449]
paragraph: London, Nov. 19. A Roumanian communique states:—In the Dragoslavele region we drove back the enemy in the centre, and on the right wing, making appreciable progress. Severe fighting continues in the Alt and Jiul valleys, we yielding little ground. The position is unchanged elsewhere. — [701, 507, 827, 580]
heading-bank-england: BANK OF ENGLAND RETURNS. — [709, 846, 819, 855]
heading-members: MEMBERS ENTERTAINED. — [309, 249, 401, 258]
column-balkans — [560, 26, 695, 1516]
heading-latest-threat: GERMANY'S LATEST THREAT. — [172, 694, 277, 703]
paragraph: London, Nov. 18. Mr. Bourchier reports, from Bucharest, the arrival of large German reinforcements. This, he states, creates a grave situation, necessitating prompt Allied and Roumanian action, but direct aid is only possible from the Russians. — [565, 127, 691, 190]
paragraph: New York, Nov. 19. Actions are being taken against the Deutschland, totalling 152,000 dollars, including claims for compensation by the relatives of those drowned. — [168, 883, 280, 928]
paragraph: Washington, November 17. The Belgian Minister has appealed to the State Department for active intervention in regard to the deportation of Belgians. — [429, 472, 555, 508]
column-1 — [48, 26, 284, 1542]
heading-mercy-allies: MONASTIR AT MERCY OF ALLIES. — [568, 324, 688, 333]
heading-position-advanced: BRITISH POSITION ADVANCED. — [299, 853, 411, 862]
heading-deportation-protest: THE DEPORTATION PROTEST. — [430, 961, 554, 972]
paragraph: Amsterdam, Nov. 18. Field-Marshal von Hindenburg, in a letter to Herr von Bethmann-Hollweg, says that Germany is facing a terrible crisis, and that great changes are necessary to meet it. He denounces the food department's failure to adequately feed the munition workers, the greed of the agrarians in retaining their products, and the sluggishness of the officials, who fail to realise that this is a life and death war. — [52, 670, 160, 789]
paragraph: The Daily Chronicle's Athens correspondent reports that the Russians' dramatic advance will place Monastir practically at the Allies' mercy. — [565, 598, 691, 634]
heading-brutality: GERMAN BRUTALITY. — [447, 197, 537, 208]
heading-pitilessness: GERMAN POLICY OF PITILESSNESS. — [187, 1029, 261, 1047]
paragraph: London, Nov. 19. An official report states that the enemy, on the 6th inst., invested a small British post at Malangali, but a column from the Ruhudjer river dispersed the enemy. — [429, 885, 555, 931]
dateline: Australian and New Zealand Cable Association and Reuter. — [713, 189, 815, 207]
dateline: Received Nov. 20, 12.45 a.m. — [450, 233, 534, 242]
heading-army-reserve: PROPOSED ARMY RESERVE. — [989, 443, 1089, 452]
heading-reserves: NO RESERVES AT BAPAUME. — [304, 701, 406, 710]
paragraph: Salonika, Nov. 17. An attack towards Monastir was begun on Tuesday at noon, the whole line advancing. The first assault failed, owing to machine-guns. — [565, 346, 691, 382]
divider — [581, 638, 675, 639]
paragraph: London, Nov. 18. All the Allies were represented at the Paris War Council. The Daily Press of Paris says the Allies have not lost time in replying to the German levy en masse. The War Council is considering military and economic counter-measures. — [291, 398, 419, 452]
paragraph: New Zealand 4 per cents, £84; 3½ per cents, £75; 3 per cents, £65 5s. Wallsend, 10/6 to 15/6. — [701, 971, 827, 999]
paragraph: London, November 17. A Roumanian communique states:—We repulsed violent attacks in the Prahova and Dragoslavele region and in the Alt valley. We were compelled to withdraw slightly in the direction of Tirgu-Jiului in the Alt Valley, and at Slatinesti. In the Jiul region, where, however, we attacked on the wings and repulsed the enemy with serious losses. We effectively bombarded Rustchuk. — [565, 805, 691, 896]
heading-tyranny-belgium: GERMAN TYRANNY IN BELGIUM. — [309, 461, 401, 482]
heading-bad-weather: BAD WEATHER PREVAILS. — [308, 933, 402, 942]
heading-foodstuffs: FINANCING FOODSTUFFS. — [992, 346, 1086, 355]
paragraph: The 41st Prussian Division, which is replacing the Bavarians at the Jiul Valley, received from the Kaiser an Order-of-the-day stating: "You must destroy the enemy." — [565, 193, 691, 230]
divider — [973, 134, 1105, 136]
paragraph: London, Nov. 18. Le Petit Parisien states that a German staff officer, who was captured at Beaumont Hamel, said that the present German soldiers were in no way comparable to von Kluck's or von Bulow's in 1914, which were the finest troops, but they melted under Franco-British gun-fire. So few remain that they can only be used to stiffen the young recruits. The old men of the latter are dauntless, having no heart to fight, and they never lose an opportunity of surrendering. If the Allies pierce the German lines, Bapaume must fall, as there are no available reserves there. — [291, 723, 419, 850]
heading-communications: ENEMY COMMUNICATIONS BOMBED. — [306, 62, 404, 79]
heading-screw-on-poles: PUTTING THE SCREW ON THE POLES. — [61, 917, 151, 935]
dateline: Received Nov. 20, 12.45 a.m. — [722, 496, 806, 505]
dateline: Received Nov. 18, 8.30 p.m. — [860, 619, 940, 628]
